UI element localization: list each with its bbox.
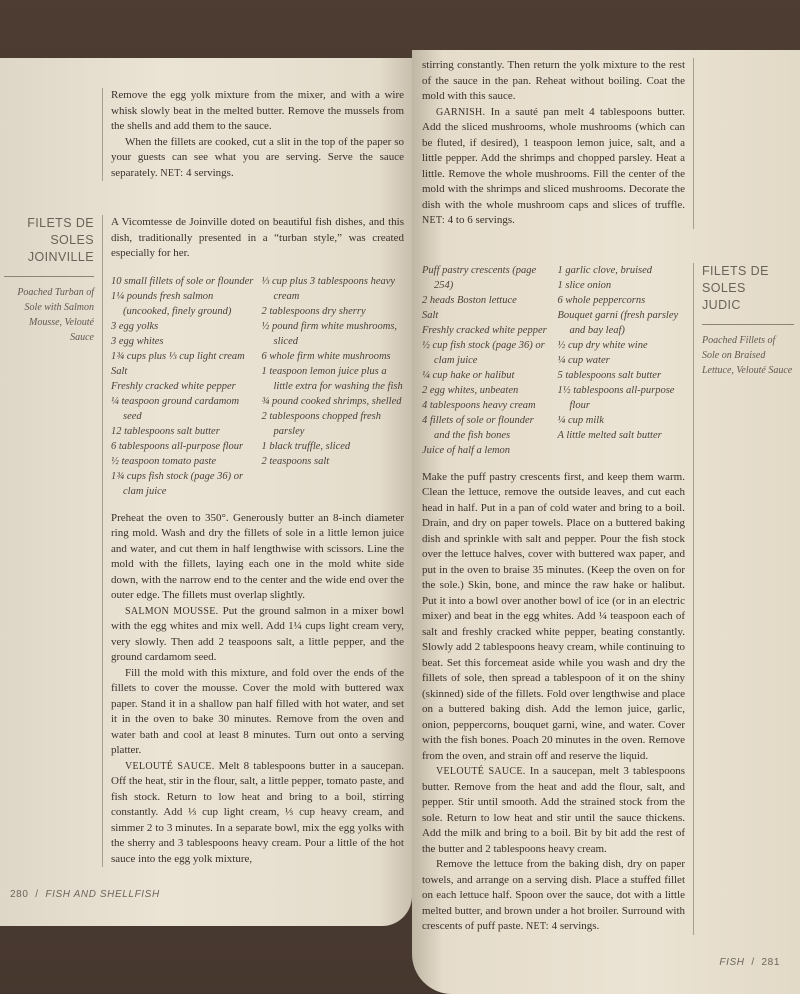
method-paragraph: Fill the mold with this mixture, and fold over the ends of the fillets to cover the mousse. Cover the mold with buttered wax paper. Stand it in a shallow pan half filled with hot water, and set it in the oven to bake 30 minutes. Remove from the oven and water bath and cool at least 8 minutes. Turn out onto a serving platter.	[111, 666, 404, 756]
net-label: NET:	[525, 921, 549, 932]
ingredient-item: 2 tablespoons chopped fresh parsley	[261, 410, 381, 437]
footer-separator: /	[35, 889, 39, 900]
net-label: NET:	[422, 215, 445, 226]
method-paragraph	[422, 764, 685, 857]
ingredient-item: ¼ cup milk	[557, 414, 604, 426]
method-paragraph	[111, 759, 404, 868]
recipe-row	[422, 263, 794, 935]
ingredient-item: 1¾ cups plus ⅓ cup light cream	[111, 350, 245, 362]
recipe-margin	[702, 263, 794, 935]
ingredients-column-1	[111, 274, 254, 499]
title-line: FILETS DE SOLES	[702, 263, 769, 295]
ingredients-column-2	[558, 263, 686, 458]
paragraph: stirring constantly. Then return the yolk mixture to the rest of the sauce in the pan. Reheat without boiling. Coat the mold with this sauce.	[422, 59, 685, 102]
previous-recipe-continuation	[102, 88, 404, 181]
ingredient-item: Bouquet garni (fresh parsley and bay leaf)	[557, 309, 679, 336]
ingredient-item: 2 tablespoons dry sherry	[261, 305, 366, 317]
title-line: JOINVILLE	[27, 250, 94, 264]
footer-separator: /	[751, 956, 755, 968]
recipe-margin	[4, 215, 94, 867]
recipe-subtitle: Poached Turban of Sole with Salmon Mousse, Velouté Sauce	[17, 287, 94, 343]
title-rule	[702, 324, 794, 325]
ingredient-item: 6 whole peppercorns	[557, 294, 646, 306]
net-text: 4 servings.	[186, 166, 234, 179]
paragraph-text: In a sauté pan melt 4 tablespoons butter. Add the sliced mushrooms, whole mushrooms (which can be fluted, if desired), 1 teaspoon lemon juice, salt, and a little pepper. Add the shrimps and chopped parsley. Heat a little. Remove the whole mushrooms. Fill the center of the mold with the shrimps and sliced mushrooms. Decorate the dish with the whole mushroom caps and slices of truffle.	[422, 105, 685, 211]
ingredients	[422, 263, 685, 458]
title-line: FILETS DE SOLES	[27, 216, 94, 247]
ingredient-item: 1 teaspoon lemon juice plus a little extra for washing the fish	[261, 365, 403, 392]
page-number: 281	[761, 956, 780, 968]
ingredient-item: Juice of half a lemon	[422, 444, 511, 456]
ingredients	[111, 274, 404, 499]
ingredient-item: ½ cup dry white wine	[557, 339, 648, 351]
ingredient-item: 2 egg whites, unbeaten	[422, 384, 519, 396]
ingredient-item: ⅓ cup plus 3 tablespoons heavy cream	[261, 275, 396, 302]
method-paragraph: Preheat the oven to 350°. Generously butter an 8-inch diameter ring mold. Wash and dry the fillets of sole in a little lemon juice and water, and cut them in half lengthwise with scissors. Line the mold with the fillets, laying each one in the mold white side down, with the narrow end to the center and the wide end over the outer edge. The fillets must overlap slightly.	[111, 511, 404, 601]
ingredient-item: ¼ teaspoon ground cardamom seed	[111, 395, 240, 422]
ingredient-item: 2 teaspoons salt	[261, 455, 330, 467]
continuation-row	[4, 88, 404, 181]
method-paragraph	[422, 857, 685, 935]
paragraph	[422, 105, 685, 229]
ingredient-item: 2 heads Boston lettuce	[422, 294, 517, 306]
right-page	[412, 50, 800, 994]
section-label: VELOUTÉ SAUCE.	[125, 760, 215, 772]
title-line: JUDIC	[702, 297, 741, 312]
ingredient-item: A little melted salt butter	[557, 429, 662, 441]
ingredient-item: ½ cup fish stock (page 36) or clam juice	[422, 339, 545, 366]
intro-text: A Vicomtesse de Joinville doted on beautiful fish dishes, and this dish, traditionally presented in a “turban style,” was created especially for her.	[111, 216, 404, 259]
paragraph-text: Put the ground salmon in a mixer bowl with the egg whites and mix well. Add 1¼ cups light cream very, very slowly. Then add 2 teaspoons salt, a little pepper, and the ground cardamom seed.	[111, 604, 404, 663]
ingredient-item: ¼ cup hake or halibut	[422, 369, 515, 381]
paragraph: Remove the egg yolk mixture from the mixer, and with a wire whisk slowly beat in the melted butter. Remove the mussels from the shells and add them to the sauce.	[111, 89, 404, 132]
ingredient-item: 4 tablespoons heavy cream	[422, 399, 536, 411]
ingredient-item: 1¼ pounds fresh salmon (uncooked, finely ground)	[111, 290, 232, 317]
ingredient-item: 1 garlic clove, bruised	[557, 264, 652, 276]
margin-spacer	[4, 88, 94, 181]
recipe-subtitle: Poached Fillets of Sole on Braised Lettuce, Velouté Sauce	[702, 334, 793, 376]
section-name: FISH	[719, 956, 745, 968]
ingredient-item: Salt	[422, 309, 439, 321]
ingredient-item: 6 tablespoons all-purpose flour	[111, 440, 244, 452]
spacer	[422, 229, 794, 263]
page-number: 280	[10, 889, 29, 900]
page-footer	[4, 889, 404, 900]
ingredient-item: 12 tablespoons salt butter	[111, 425, 220, 437]
ingredient-item: ¼ cup water	[557, 354, 610, 366]
ingredients-column-2	[262, 274, 405, 499]
ingredient-item: ½ teaspoon tomato paste	[111, 455, 216, 467]
ingredient-item: ½ pound firm white mushrooms, sliced	[261, 320, 398, 347]
paragraph-text: When the fillets are cooked, cut a slit in the top of the paper so your guests can see what you are serving. Serve the sauce separately.	[111, 135, 404, 179]
net-text: 4 servings.	[551, 920, 600, 932]
ingredient-item: ¾ pound cooked shrimps, shelled	[261, 395, 402, 407]
recipe-method	[422, 470, 685, 935]
recipe-title	[4, 215, 94, 266]
method-paragraph	[111, 604, 404, 666]
recipe-intro	[111, 215, 404, 262]
recipe-row	[4, 215, 404, 867]
section-label: VELOUTÉ SAUCE.	[436, 766, 526, 777]
previous-recipe-continuation	[422, 58, 694, 229]
paragraph-text: Remove the lettuce from the baking dish, dry on paper towels, and arrange on a serving dish. Place a stuffed fillet on each lettuce half. Spoon over the sauce, dot with a little melted butter, and brown under a hot broiler. Surround with crescents of puff paste.	[422, 858, 685, 932]
continuation-row	[422, 58, 794, 229]
ingredient-item: 10 small fillets of sole or flounder	[111, 275, 254, 287]
left-page	[0, 58, 412, 926]
title-rule	[4, 276, 94, 277]
paragraph	[111, 135, 404, 182]
margin-spacer	[702, 58, 794, 229]
method-paragraph: Make the puff pastry crescents first, and keep them warm. Clean the lettuce, remove the outside leaves, and cut each head in half. Put in a pan of cold water and bring to a boil. Drain, and dry on paper towels. Place on a buttered baking dish and sprinkle with salt and pepper. Pour the fish stock over the lettuce halves, cover with buttered wax paper, and put in the oven to braise 35 minutes. (Keep the oven on for the sole.) Skin, bone, and mince the raw hake or halibut. Put it into a bowl over another bowl of ice (or in an electric mixer) and beat in the egg whites. Add ¼ teaspoon each of salt and freshly cracked white pepper, beating constantly. Slowly add 2 tablespoons heavy cream, while continuing to beat. Set this forcemeat aside while you wash and dry the fillets of sole, then spread a tablespoon of it on the shiny (skinned) side of the fillets. Fold over lengthwise and place on a buttered baking dish. Add the lemon juice, garlic, onion, peppercorns, bouquet garni, wine, and water. Cover with the fish bones. Poach 20 minutes in the oven. Remove from the oven, and strain off and reserve the liquid.	[422, 470, 685, 762]
ingredient-item: 5 tablespoons salt butter	[557, 369, 662, 381]
page-footer	[422, 957, 794, 968]
ingredient-item: 3 egg yolks	[111, 320, 159, 332]
section-name: FISH AND SHELLFISH	[45, 889, 160, 900]
net-label: NET:	[160, 167, 184, 179]
ingredient-item: 3 egg whites	[111, 335, 164, 347]
spacer	[4, 181, 404, 215]
paragraph-text: In a saucepan, melt 3 tablespoons butter. Remove from the heat and add the flour, salt, and pepper. Stir until smooth. Add the strained stock from the sole. Return to low heat and stir until the sauce thickens. Add the milk and bring to a boil. Bit by bit add the rest of the butter and 2 tablespoons heavy cream.	[422, 765, 685, 855]
ingredient-item: 6 whole firm white mushrooms	[261, 350, 391, 362]
paragraph-text: Melt 8 tablespoons butter in a saucepan. Off the heat, stir in the flour, salt, a little pepper, tomato paste, and fish stock. Return to low heat and bring to a boil, stirring constantly. Add ⅓ cup light cream, ⅓ cup heavy cream, and simmer 2 to 3 minutes. In a separate bowl, mix the egg yolks with the sherry and 3 tablespoons heavy cream. Pour a little of the hot sauce into the egg yolk mixture,	[111, 759, 405, 865]
ingredient-item: 1 slice onion	[557, 279, 612, 291]
net-text: 4 to 6 servings.	[447, 214, 515, 226]
recipe-body	[422, 263, 694, 935]
recipe-method	[111, 511, 404, 868]
ingredient-item: 1¾ cups fish stock (page 36) or clam juice	[111, 470, 244, 497]
ingredient-item: 4 fillets of sole or flounder and the fish bones	[422, 414, 534, 441]
ingredient-item: Freshly cracked white pepper	[111, 380, 236, 392]
ingredient-item: 1½ tablespoons all-purpose flour	[557, 384, 675, 411]
ingredient-item: Puff pastry crescents (page 254)	[422, 264, 537, 291]
ingredient-item: Freshly cracked white pepper	[422, 324, 547, 336]
recipe-title	[702, 263, 794, 314]
ingredient-item: 1 black truffle, sliced	[261, 440, 351, 452]
recipe-body	[102, 215, 404, 867]
ingredients-column-1	[422, 263, 550, 458]
ingredient-item: Salt	[111, 365, 128, 377]
section-label: GARNISH.	[436, 106, 486, 118]
section-label: SALMON MOUSSE.	[125, 605, 219, 617]
